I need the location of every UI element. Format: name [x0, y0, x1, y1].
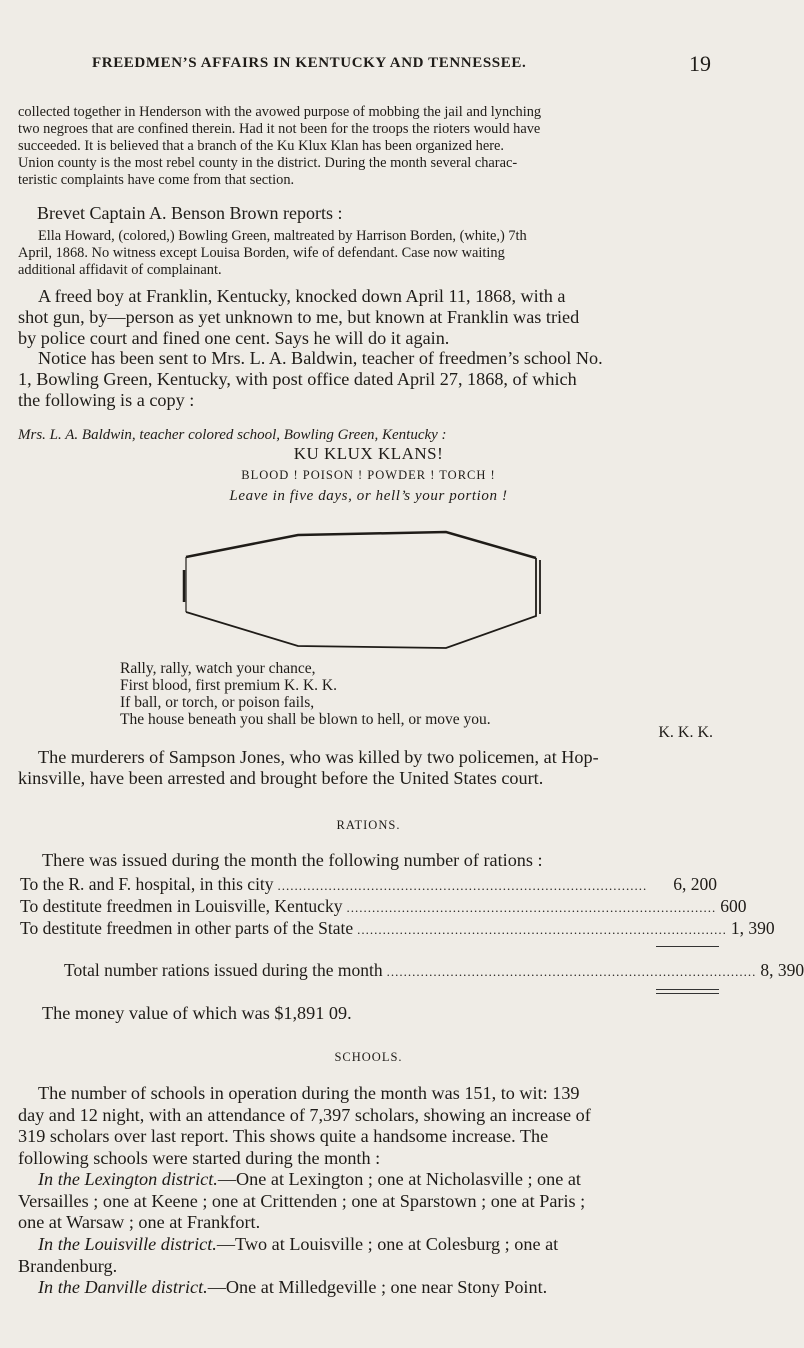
- lexington-label: In the Lexington district.: [38, 1169, 218, 1189]
- poem-line: The house beneath you shall be blown to hell, or move you.: [120, 711, 491, 728]
- murderers-line: kinsville, have been arrested and brought before the United States court.: [18, 768, 544, 788]
- poem-line: If ball, or torch, or poison fails,: [120, 694, 315, 711]
- letter-signature: K. K. K.: [658, 724, 713, 741]
- intro-line: Union county is the most rebel county in the district. During the month several charac-: [18, 155, 518, 171]
- schools-line: following schools were started during the month :: [18, 1147, 381, 1168]
- schools-line: The number of schools in operation during the month was 151, to wit: 139: [38, 1083, 580, 1103]
- intro-line: succeeded. It is believed that a branch of the Ku Klux Klan has been organized here.: [18, 138, 505, 154]
- ella-line: Ella Howard, (colored,) Bowling Green, maltreated by Harrison Borden, (white,) 7th: [38, 228, 527, 244]
- murderers-paragraph: [18, 747, 713, 789]
- rations-money-value: The money value of which was $1,891 09.: [42, 1003, 352, 1023]
- danville-line: —One at Milledgeville ; one near Stony Point.: [207, 1277, 548, 1297]
- intro-line: two negroes that are confined therein. Had it not been for the troops the rioters would have: [18, 121, 541, 137]
- freed-boy-line: by police court and fined one cent. Says he will do it again.: [18, 328, 450, 348]
- freed-boy-paragraph: [18, 286, 713, 349]
- rations-row-value: 600: [720, 896, 747, 916]
- rations-row: [20, 918, 775, 939]
- intro-line: teristic complaints have come from that section.: [18, 172, 295, 188]
- dot-leader: .......................................................................................: [357, 922, 727, 937]
- louisville-label: In the Louisville district.: [38, 1234, 217, 1254]
- header-title: FREEDMEN’S AFFAIRS IN KENTUCKY AND TENNESSEE.: [92, 55, 527, 71]
- letter-poem: [120, 660, 491, 728]
- freed-boy-line: shot gun, by—person as yet unknown to me, but known at Franklin was tried: [18, 307, 580, 327]
- schools-line: day and 12 night, with an attendance of 7,397 scholars, showing an increase of: [18, 1104, 591, 1125]
- lexington-line: one at Warsaw ; one at Frankfort.: [18, 1212, 261, 1232]
- danville-label: In the Danville district.: [38, 1277, 208, 1297]
- brevet-report-heading: Brevet Captain A. Benson Brown reports :: [37, 203, 343, 223]
- schools-line: 319 scholars over last report. This shows quite a handsome increase. The: [18, 1126, 549, 1146]
- ella-paragraph: [18, 228, 713, 279]
- letter-address: Mrs. L. A. Baldwin, teacher colored school, Bowling Green, Kentucky :: [18, 427, 447, 443]
- running-header: [92, 51, 713, 76]
- letter-heading: KU KLUX KLANS!: [293, 444, 444, 463]
- danville-paragraph: [18, 1277, 713, 1298]
- louisville-line: Brandenburg.: [18, 1255, 118, 1276]
- rations-row-value: 6, 200: [673, 874, 717, 894]
- notice-line: Notice has been sent to Mrs. L. A. Baldwin, teacher of freedmen’s school No.: [38, 348, 603, 368]
- ella-line: additional affidavit of complainant.: [18, 262, 222, 278]
- letter-subheading: BLOOD ! POISON ! POWDER ! TORCH !: [241, 468, 496, 482]
- lexington-paragraph: [18, 1169, 713, 1234]
- murderers-line: The murderers of Sampson Jones, who was killed by two policemen, at Hop-: [38, 747, 599, 767]
- rations-intro: There was issued during the month the following number of rations :: [42, 850, 543, 870]
- rations-row-label: To destitute freedmen in Louisville, Kentucky: [20, 896, 343, 916]
- notice-line: the following is a copy :: [18, 390, 195, 410]
- rations-row-label: To destitute freedmen in other parts of the State: [20, 918, 354, 938]
- total-double-rule-bottom: [656, 993, 719, 994]
- page-number: 19: [689, 51, 711, 76]
- poem-line: Rally, rally, watch your chance,: [120, 660, 316, 677]
- rations-row-label: To the R. and F. hospital, in this city: [20, 874, 274, 894]
- poem-line: First blood, first premium K. K. K.: [120, 677, 337, 694]
- notice-line: 1, Bowling Green, Kentucky, with post office dated April 27, 1868, of which: [18, 369, 577, 389]
- lexington-line: Versailles ; one at Keene ; one at Crittenden ; one at Sparstown ; one at Paris ;: [18, 1190, 586, 1211]
- schools-section-title: SCHOOLS.: [334, 1050, 403, 1064]
- intro-line: collected together in Henderson with the avowed purpose of mobbing the jail and lynching: [18, 104, 542, 120]
- rations-row-value: 1, 390: [730, 918, 775, 938]
- schools-paragraph: [18, 1083, 713, 1169]
- louisville-paragraph: [18, 1234, 713, 1277]
- dot-leader: .......................................................................................: [346, 900, 717, 915]
- rations-total-value: 8, 390: [760, 960, 804, 980]
- lexington-line: —One at Lexington ; one at Nicholasville ; one at: [217, 1169, 581, 1189]
- rations-row: [20, 874, 717, 895]
- dot-leader: .......................................................................................: [386, 964, 757, 979]
- rations-section-title: RATIONS.: [336, 818, 401, 832]
- louisville-line: —Two at Louisville ; one at Colesburg ; one at: [216, 1234, 559, 1254]
- freed-boy-line: A freed boy at Franklin, Kentucky, knocked down April 11, 1868, with a: [38, 286, 566, 306]
- letter-warning: Leave in five days, or hell’s your portion !: [229, 488, 508, 504]
- sum-rule: [656, 946, 719, 947]
- total-double-rule-top: [656, 989, 719, 990]
- ella-line: April, 1868. No witness except Louisa Borden, wife of defendant. Case now waiting: [18, 245, 505, 261]
- rations-total-label: Total number rations issued during the month: [64, 960, 383, 980]
- rations-total-row: [64, 960, 804, 981]
- rations-row: [20, 896, 747, 917]
- coffin-drawing: [178, 520, 548, 655]
- notice-paragraph: [18, 348, 713, 411]
- intro-paragraph: [18, 104, 713, 189]
- dot-leader: .......................................................................................: [277, 878, 648, 893]
